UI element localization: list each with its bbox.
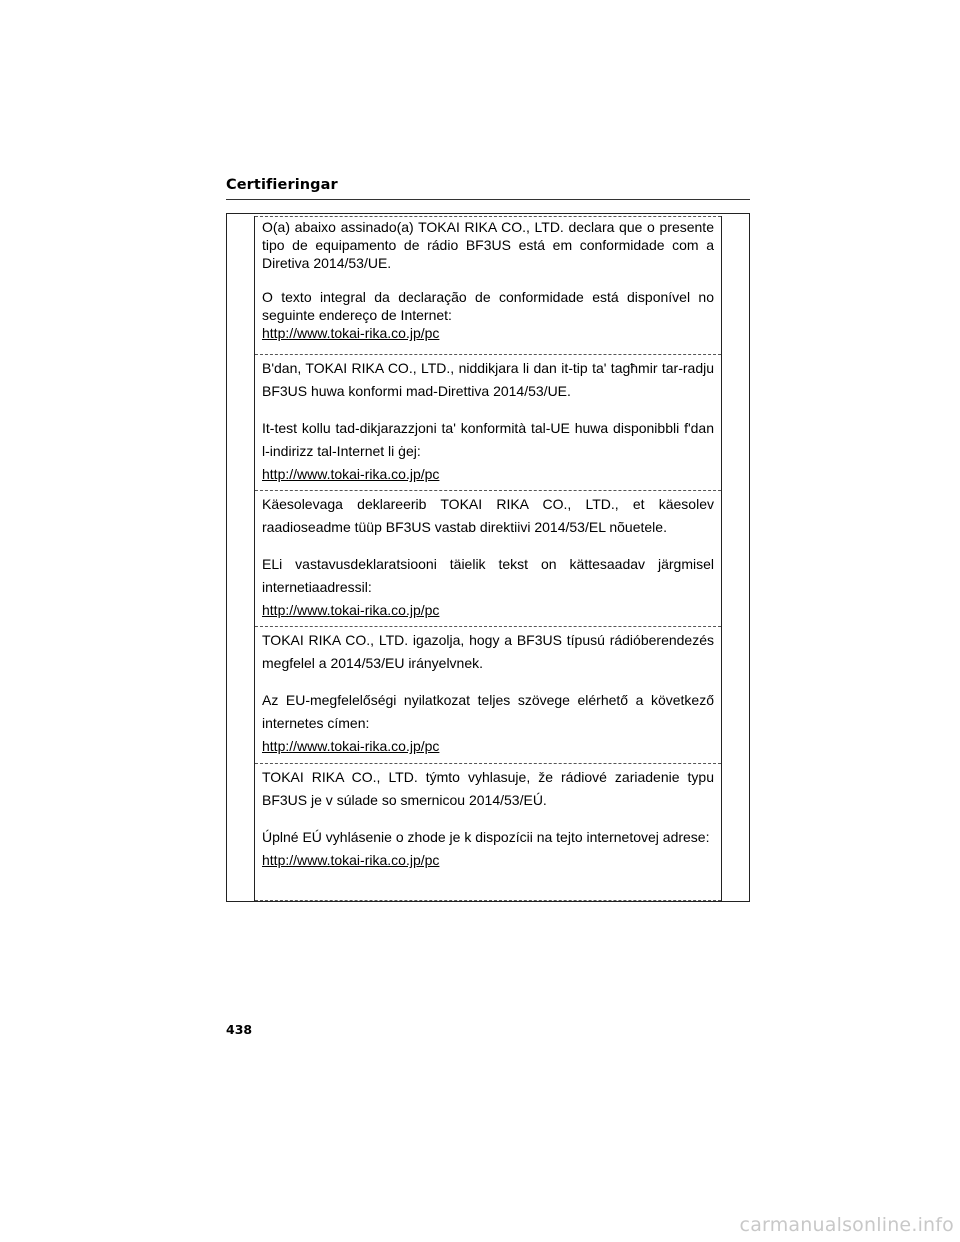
title-divider bbox=[226, 199, 750, 200]
declaration-link[interactable]: http://www.tokai-rika.co.jp/pc bbox=[262, 325, 440, 341]
declaration-block-et bbox=[255, 490, 721, 626]
declaration-statement: O(a) abaixo assinado(a) TOKAI RIKA CO., LTD. declara que o presente tipo de equipamento de rádio BF3US está em conformidade com a Diretiva 2014/53/UE. bbox=[262, 219, 714, 271]
declaration-statement: B'dan, TOKAI RIKA CO., LTD., niddikjara li dan it-tip ta' tagħmir tar-radju BF3US huwa konformi mad-Direttiva 2014/53/UE. bbox=[262, 360, 714, 399]
declaration-availability: ELi vastavusdeklaratsiooni täielik tekst on kättesaadav järgmisel internetiaadressil: bbox=[262, 556, 714, 595]
declaration-block-mt bbox=[255, 354, 721, 490]
declaration-block-sk bbox=[255, 763, 721, 901]
declaration-availability: It-test kollu tad-dikjarazzjoni ta' konformità tal-UE huwa disponibbli f'dan l-indirizz tal-Internet li ġej: bbox=[262, 420, 714, 459]
declaration-link[interactable]: http://www.tokai-rika.co.jp/pc bbox=[262, 602, 440, 618]
declaration-link[interactable]: http://www.tokai-rika.co.jp/pc bbox=[262, 852, 440, 868]
declaration-statement: TOKAI RIKA CO., LTD. týmto vyhlasuje, že rádiové zariadenie typu BF3US je v súlade so smernicou 2014/53/EÚ. bbox=[262, 769, 714, 808]
declaration-statement: Käesolevaga deklareerib TOKAI RIKA CO., LTD., et käesolev raadioseadme tüüp BF3US vastab direktiivi 2014/53/EL nõuetele. bbox=[262, 496, 714, 535]
declaration-block-pt bbox=[255, 216, 721, 354]
page-number: 438 bbox=[226, 1022, 253, 1037]
declaration-availability: Úplné EÚ vyhlásenie o zhode je k dispozícii na tejto internetovej adrese: bbox=[262, 829, 710, 845]
page-title: Certifieringar bbox=[226, 177, 338, 193]
declarations-column bbox=[254, 216, 722, 901]
declaration-link[interactable]: http://www.tokai-rika.co.jp/pc bbox=[262, 466, 440, 482]
watermark-text: carmanualsonline.info bbox=[739, 1214, 954, 1236]
declaration-block-hu bbox=[255, 626, 721, 763]
declaration-availability: O texto integral da declaração de conformidade está disponível no seguinte endereço de Internet: bbox=[262, 289, 714, 323]
declaration-statement: TOKAI RIKA CO., LTD. igazolja, hogy a BF3US típusú rádióberendezés megfelel a 2014/53/EU irányelvnek. bbox=[262, 632, 714, 671]
declaration-availability: Az EU-megfelelőségi nyilatkozat teljes szövege elérhető a következő internetes címen: bbox=[262, 692, 714, 731]
declaration-link[interactable]: http://www.tokai-rika.co.jp/pc bbox=[262, 738, 440, 754]
